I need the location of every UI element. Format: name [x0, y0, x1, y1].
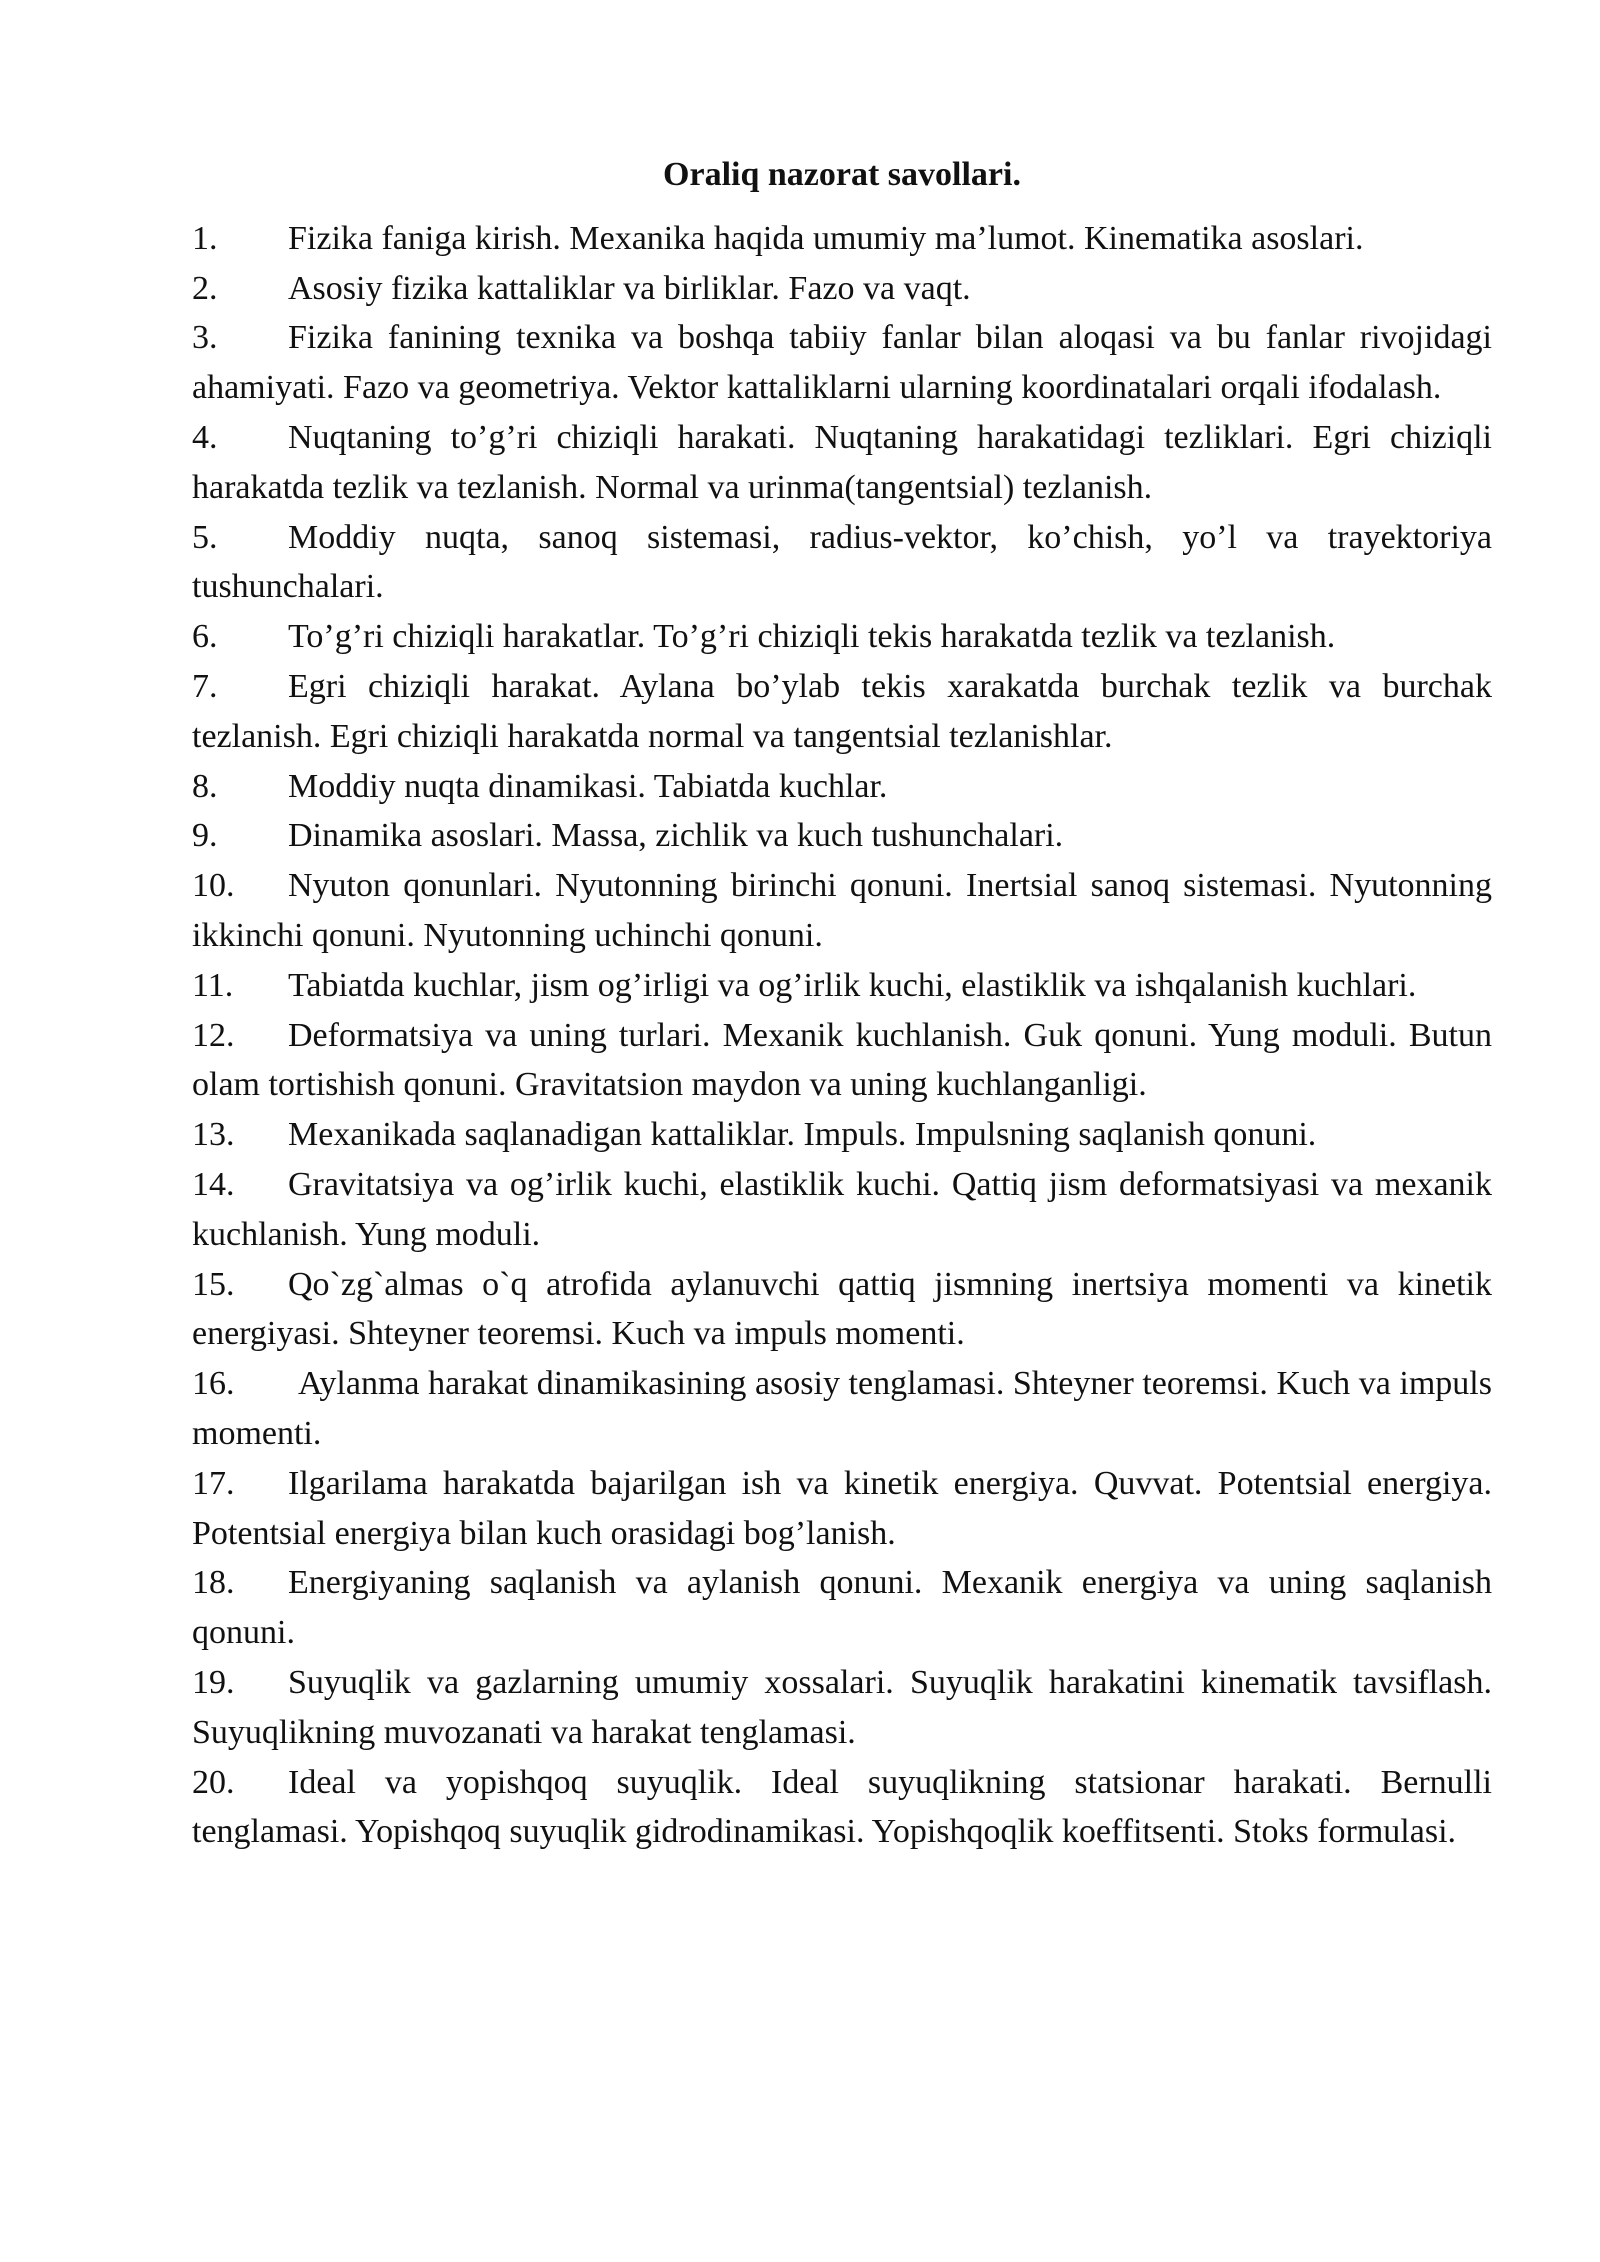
- question-text: Fizika fanining texnika va boshqa tabiiy fanlar bilan aloqasi va bu fanlar rivojidagi ahamiyati. Fazo va geometriya. Vektor kattaliklarni ularning koordinatalari orqali ifodalash.: [192, 319, 1492, 407]
- question-number: 8.: [192, 767, 218, 805]
- question-item: [192, 513, 1492, 613]
- question-number: 18.: [192, 1564, 235, 1602]
- question-number: 13.: [192, 1116, 235, 1154]
- question-number: 16.: [192, 1365, 235, 1403]
- question-number: 2.: [192, 269, 218, 307]
- question-number: 5.: [192, 518, 218, 556]
- question-text: To’g’ri chiziqli harakatlar. To’g’ri chiziqli tekis harakatda tezlik va tezlanish.: [288, 618, 1336, 656]
- question-item: [192, 1558, 1492, 1658]
- question-text: Nyuton qonunlari. Nyutonning birinchi qonuni. Inertsial sanoq sistemasi. Nyutonning ikkinchi qonuni. Nyutonning uchinchi qonuni.: [192, 867, 1492, 954]
- question-number: 17.: [192, 1464, 235, 1502]
- question-item: [192, 1758, 1492, 1858]
- question-number: 11.: [192, 966, 234, 1004]
- question-text: Moddiy nuqta, sanoq sistemasi, radius-vektor, ko’chish, yo’l va trayektoriya tushunchalari.: [192, 518, 1492, 606]
- question-text: Deformatsiya va uning turlari. Mexanik kuchlanish. Guk qonuni. Yung moduli. Butun olam tortishish qonuni. Gravitatsion maydon va uning kuchlanganligi.: [192, 1016, 1492, 1104]
- question-item: [192, 762, 1492, 812]
- question-text: Gravitatsiya va og’irlik kuchi, elastiklik kuchi. Qattiq jism deformatsiyasi va mexanik kuchlanish. Yung moduli.: [192, 1165, 1492, 1253]
- question-item: [192, 214, 1492, 264]
- question-text: Dinamika asoslari. Massa, zichlik va kuch tushunchalari.: [288, 817, 1064, 855]
- question-item: [192, 1359, 1492, 1459]
- question-item: [192, 612, 1492, 662]
- question-text: Nuqtaning to’g’ri chiziqli harakati. Nuqtaning harakatidagi tezliklari. Egri chiziqli harakatda tezlik va tezlanish. Normal va urinma(tangentsial) tezlanish.: [192, 418, 1492, 506]
- question-number: 12.: [192, 1016, 235, 1054]
- question-text: Asosiy fizika kattaliklar va birliklar. Fazo va vaqt.: [288, 269, 971, 307]
- question-number: 7.: [192, 667, 218, 705]
- question-number: 15.: [192, 1265, 235, 1303]
- question-text: Fizika faniga kirish. Mexanika haqida umumiy ma’lumot. Kinematika asoslari.: [288, 219, 1364, 257]
- question-item: [192, 1658, 1492, 1758]
- question-number: 19.: [192, 1663, 235, 1701]
- question-text: Ideal va yopishqoq suyuqlik. Ideal suyuqlikning statsionar harakati. Bernulli tenglamasi. Yopishqoq suyuqlik gidrodinamikasi. Yopishqoqlik koeffitsenti. Stoks formulasi.: [192, 1763, 1492, 1851]
- question-text: Moddiy nuqta dinamikasi. Tabiatda kuchlar.: [288, 767, 888, 805]
- question-item: [192, 264, 1492, 314]
- question-number: 14.: [192, 1165, 235, 1203]
- page-title: Oraliq nazorat savollari.: [663, 156, 1021, 193]
- question-number: 3.: [192, 319, 218, 357]
- question-text: Tabiatda kuchlar, jism og’irligi va og’irlik kuchi, elastiklik va ishqalanish kuchlari.: [288, 966, 1417, 1004]
- question-item: [192, 313, 1492, 413]
- question-item: [192, 1260, 1492, 1360]
- question-text: Qo`zg`almas o`q atrofida aylanuvchi qattiq jismning inertsiya momenti va kinetik energiyasi. Shteyner teoremsi. Kuch va impuls momenti.: [192, 1265, 1492, 1353]
- question-item: [192, 811, 1492, 861]
- question-item: [192, 662, 1492, 762]
- question-text: Mexanikada saqlanadigan kattaliklar. Impuls. Impulsning saqlanish qonuni.: [288, 1116, 1317, 1154]
- document-page: [192, 150, 1492, 1857]
- question-item: [192, 413, 1492, 513]
- question-number: 6.: [192, 618, 218, 656]
- question-item: [192, 1011, 1492, 1111]
- question-item: [192, 1160, 1492, 1260]
- question-number: 9.: [192, 817, 218, 855]
- question-number: 10.: [192, 867, 235, 905]
- question-text: Energiyaning saqlanish va aylanish qonuni. Mexanik energiya va uning saqlanish qonuni.: [192, 1564, 1492, 1652]
- question-list: [192, 214, 1492, 1857]
- question-item: [192, 1110, 1492, 1160]
- question-number: 4.: [192, 418, 218, 456]
- question-text: Ilgarilama harakatda bajarilgan ish va kinetik energiya. Quvvat. Potentsial energiya. Potentsial energiya bilan kuch orasidagi bog’lanish.: [192, 1464, 1492, 1552]
- question-item: [192, 961, 1492, 1011]
- question-text: Aylanma harakat dinamikasining asosiy tenglamasi. Shteyner teoremsi. Kuch va impuls momenti.: [192, 1365, 1492, 1452]
- question-item: [192, 861, 1492, 961]
- question-number: 20.: [192, 1763, 235, 1801]
- question-text: Egri chiziqli harakat. Aylana bo’ylab tekis xarakatda burchak tezlik va burchak tezlanish. Egri chiziqli harakatda normal va tangentsial tezlanishlar.: [192, 667, 1492, 755]
- question-text: Suyuqlik va gazlarning umumiy xossalari. Suyuqlik harakatini kinematik tavsiflash. Suyuqlikning muvozanati va harakat tenglamasi.: [192, 1663, 1492, 1751]
- question-item: [192, 1459, 1492, 1559]
- question-number: 1.: [192, 219, 218, 257]
